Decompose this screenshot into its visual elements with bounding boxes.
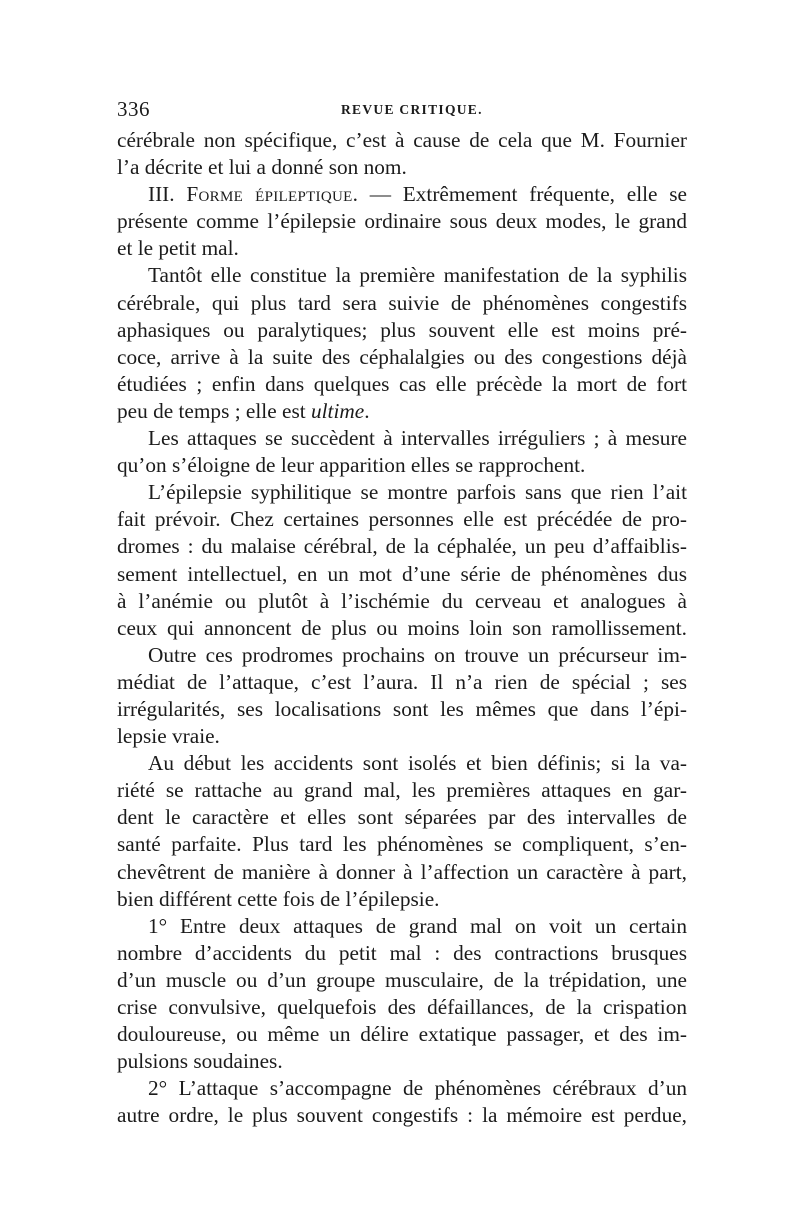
text-fragment: peu de temps ; elle est: [117, 398, 311, 423]
text-line: ceux qui annoncent de plus ou moins loin son ramollissement.: [117, 615, 687, 640]
text-line: présente comme l’épilepsie ordinaire sous deux modes, le grand: [117, 209, 687, 234]
text-line: étudiées ; enfin dans quelques cas elle précède la mort de fort: [117, 371, 687, 396]
text-line: à l’anémie ou plutôt à l’ischémie du cerveau et analogues à: [117, 588, 687, 613]
section-title: Forme épileptique: [186, 182, 353, 207]
emphasized-word: ultime: [310, 398, 365, 423]
text-line: irrégularités, ses localisations sont les mêmes que dans l’épi-: [117, 696, 687, 721]
body-text: [117, 127, 687, 1129]
section-number: III.: [148, 182, 187, 207]
text-line: Tantôt elle constitue la première manifestation de la syphilis: [148, 263, 687, 288]
text-line: cérébrale, qui plus tard sera suivie de phénomènes congestifs: [117, 290, 687, 315]
text-line: d’un muscle ou d’un groupe musculaire, de la trépidation, une: [117, 967, 687, 992]
text-line: L’épilepsie syphilitique se montre parfois sans que rien l’ait: [148, 480, 687, 505]
text-line: crise convulsive, quelquefois des défaillances, de la crispation: [117, 995, 687, 1019]
text-line: 2° L’attaque s’accompagne de phénomènes cérébraux d’un: [148, 1076, 687, 1101]
text-line: chevêtrent de manière à donner à l’affection un caractère à part,: [117, 859, 687, 884]
text-line: médiat de l’attaque, c’est l’aura. Il n’a rien de spécial ; ses: [117, 669, 687, 694]
text-line: Les attaques se succèdent à intervalles irréguliers ; à mesure: [148, 426, 687, 451]
text-line: autre ordre, le plus souvent congestifs : la mémoire est perdue,: [117, 1103, 687, 1128]
text-line: Au début les accidents sont isolés et bien définis; si la va-: [148, 751, 687, 776]
text-line: dromes : du malaise cérébral, de la céphalée, un peu d’affaiblis-: [117, 534, 687, 559]
text-line: bien différent cette fois de l’épilepsie.: [117, 886, 440, 911]
text-line: santé parfaite. Plus tard les phénomènes se compliquent, s’en-: [117, 832, 687, 857]
text-line: lepsie vraie.: [117, 724, 220, 749]
text-line-with-emphasis: [117, 398, 687, 425]
text-line: aphasiques ou paralytiques; plus souvent elle est moins pré-: [117, 317, 687, 342]
text-fragment: .: [364, 398, 370, 423]
text-line: sement intellectuel, en un mot d’une série de phénomènes dus: [117, 561, 687, 586]
text-line: riété se rattache au grand mal, les premières attaques en gar-: [117, 778, 687, 803]
text-line: 1° Entre deux attaques de grand mal on voit un certain: [148, 913, 687, 938]
text-line: cérébrale non spécifique, c’est à cause de cela que M. Fournier: [117, 128, 687, 152]
page-header: [117, 97, 687, 123]
text-line: coce, arrive à la suite des céphalalgies ou des congestions déjà: [117, 344, 687, 369]
text-line: pulsions soudaines.: [117, 1049, 283, 1074]
section-heading-line: [117, 181, 687, 208]
text-line: dent le caractère et elles sont séparées par des intervalles de: [117, 805, 687, 830]
running-title: REVUE CRITIQUE.: [341, 102, 483, 117]
text-line: et le petit mal.: [117, 236, 239, 261]
text-line: qu’on s’éloigne de leur apparition elles se rapprochent.: [117, 453, 586, 478]
text-line: l’a décrite et lui a donné son nom.: [117, 155, 407, 180]
page-number: 336: [117, 97, 150, 121]
text-fragment: . — Extrêmement fréquente, elle se: [352, 182, 687, 207]
text-line: nombre d’accidents du petit mal : des contractions brusques: [117, 940, 687, 965]
text-line: fait prévoir. Chez certaines personnes elle est précédée de pro-: [117, 507, 687, 532]
text-line: douloureuse, ou même un délire extatique passager, et des im-: [117, 1022, 687, 1047]
text-line: Outre ces prodromes prochains on trouve un précurseur im-: [148, 642, 687, 667]
